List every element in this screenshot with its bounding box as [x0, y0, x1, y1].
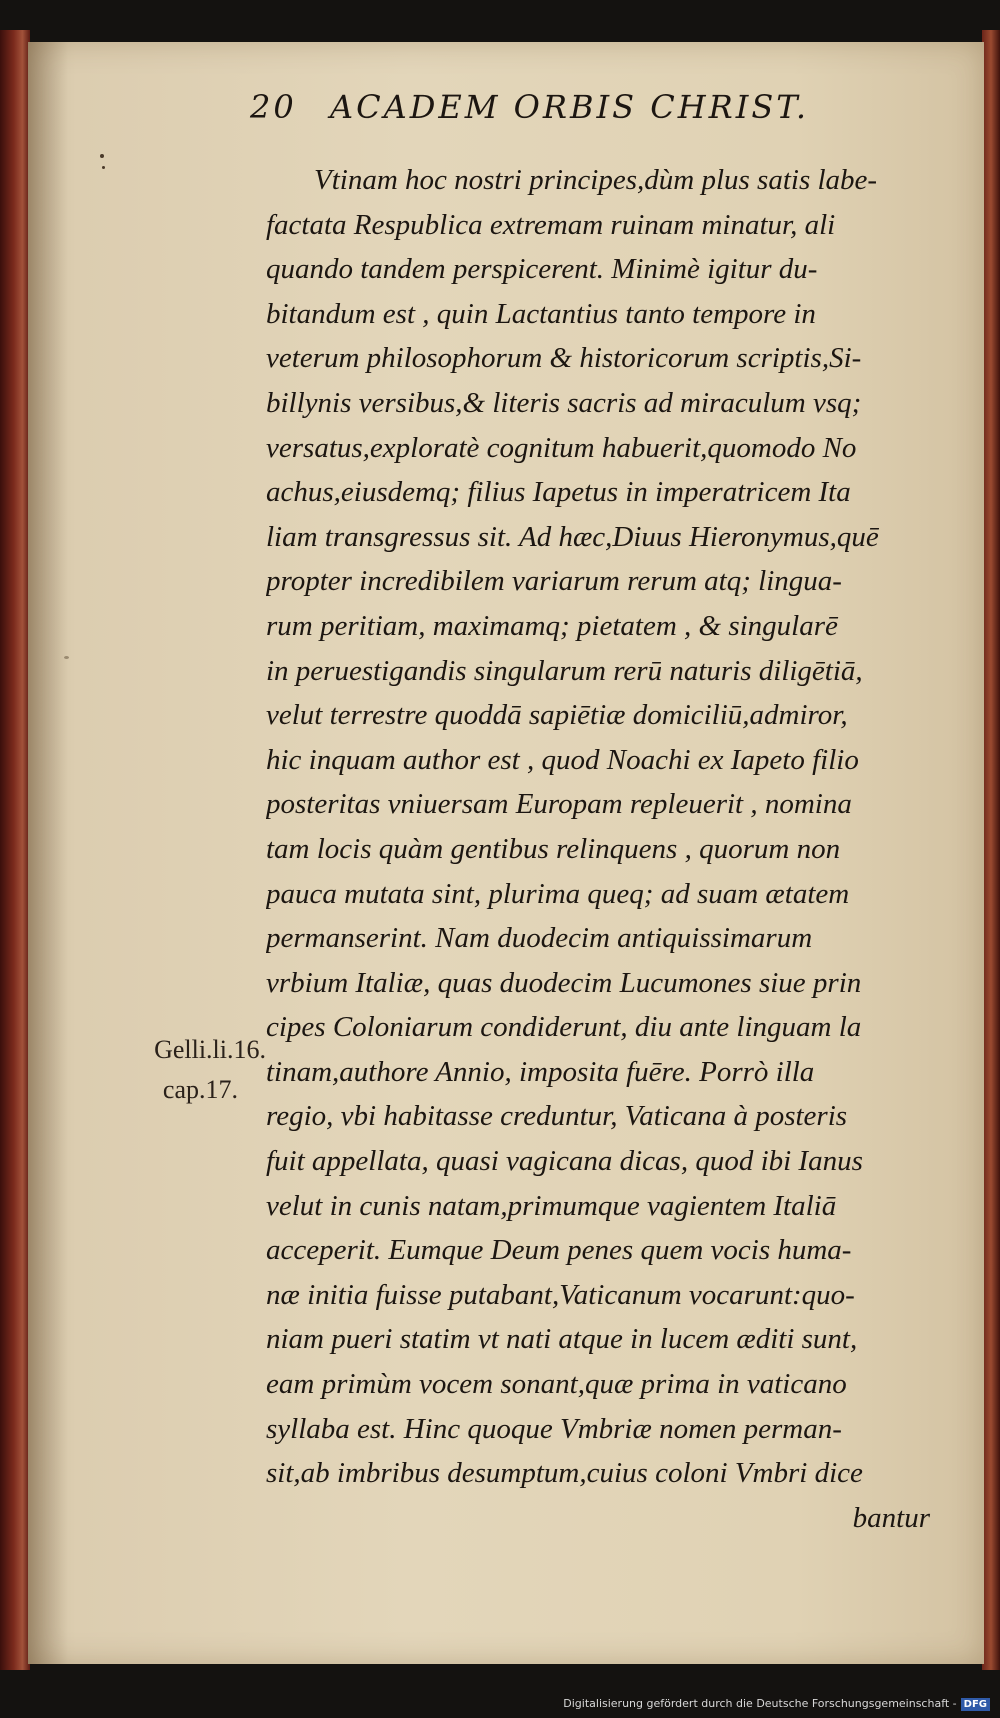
catchword: bantur [852, 1501, 930, 1534]
text-line: billynis versibus,& literis sacris ad miraculum vsq; [266, 386, 862, 419]
gutter-shadow [28, 42, 68, 1664]
running-head [250, 88, 910, 138]
running-title: ACADEM ORBIS CHRIST. [330, 88, 810, 126]
paper-speck [102, 166, 105, 169]
text-line: Vtinam hoc nostri principes,dùm plus satis labe- [314, 164, 878, 196]
text-line: rum peritiam, maximamq; pietatem , & singularē [266, 609, 838, 642]
text-line: versatus,exploratè cognitum habuerit,quomodo No [266, 431, 857, 464]
body-text [266, 158, 966, 1540]
digitization-credit [563, 1697, 990, 1711]
text-line: posteritas vniuersam Europam repleuerit , nomina [266, 788, 852, 821]
text-line: bitandum est , quin Lactantius tanto tempore in [266, 297, 816, 330]
credit-text: Digitalisierung gefördert durch die Deutsche Forschungsgemeinschaft - [563, 1697, 957, 1710]
text-line: niam pueri statim vt nati atque in lucem æditi sunt, [266, 1323, 858, 1356]
text-line: fuit appellata, quasi vagicana dicas, quod ibi Ianus [266, 1145, 863, 1178]
text-line: sit,ab imbribus desumptum,cuius coloni Vmbri dice [266, 1457, 863, 1490]
text-line: liam transgressus sit. Ad hæc,Diuus Hieronymus,quē [266, 520, 879, 553]
text-line: regio, vbi habitasse creduntur, Vaticana à posteris [266, 1100, 848, 1133]
paper-speck [100, 154, 104, 158]
page-number: 20 [250, 88, 297, 126]
margin-note [108, 1030, 266, 1110]
text-line: veterum philosophorum & historicorum scriptis,Si- [266, 342, 862, 375]
text-line: cipes Coloniarum condiderunt, diu ante linguam la [266, 1011, 862, 1044]
dfg-logo: DFG [961, 1698, 990, 1711]
text-line: pauca mutata sint, plurima queq; ad suam ætatem [266, 877, 850, 910]
text-line: vrbium Italiæ, quas duodecim Lucumones siue prin [266, 966, 862, 999]
text-line: achus,eiusdemq; filius Iapetus in imperatricem Ita [266, 476, 851, 509]
book-binding-right [982, 30, 1000, 1670]
text-line: syllaba est. Hinc quoque Vmbriæ nomen perman- [266, 1412, 842, 1445]
text-line: in peruestigandis singularum rerū naturis diligētiā, [266, 654, 863, 687]
text-line: permanserint. Nam duodecim antiquissimarum [266, 922, 813, 955]
paper-speck [64, 656, 69, 659]
text-line: tam locis quàm gentibus relinquens , quorum non [266, 832, 841, 865]
text-line: velut terrestre quoddā sapiētiæ domiciliū,admiror, [266, 699, 848, 732]
text-line: propter incredibilem variarum rerum atq; lingua- [266, 565, 842, 598]
text-line: factata Respublica extremam ruinam minatur, ali [266, 208, 836, 241]
margin-note-line: cap.17. [162, 1075, 238, 1104]
text-line: eam primùm vocem sonant,quæ prima in vaticano [266, 1368, 847, 1401]
text-line: tinam,authore Annio, imposita fuēre. Porrò illa [266, 1055, 815, 1088]
text-line: næ initia fuisse putabant,Vaticanum vocarunt:quo- [266, 1278, 855, 1311]
book-binding-left [0, 30, 30, 1670]
text-line: acceperit. Eumque Deum penes quem vocis huma- [266, 1234, 852, 1267]
margin-note-line: Gelli.li.16. [154, 1035, 266, 1064]
text-line: hic inquam author est , quod Noachi ex Iapeto filio [266, 743, 859, 776]
text-line: quando tandem perspicerent. Minimè igitur du- [266, 253, 818, 286]
text-line: velut in cunis natam,primumque vagientem Italiā [266, 1189, 837, 1222]
